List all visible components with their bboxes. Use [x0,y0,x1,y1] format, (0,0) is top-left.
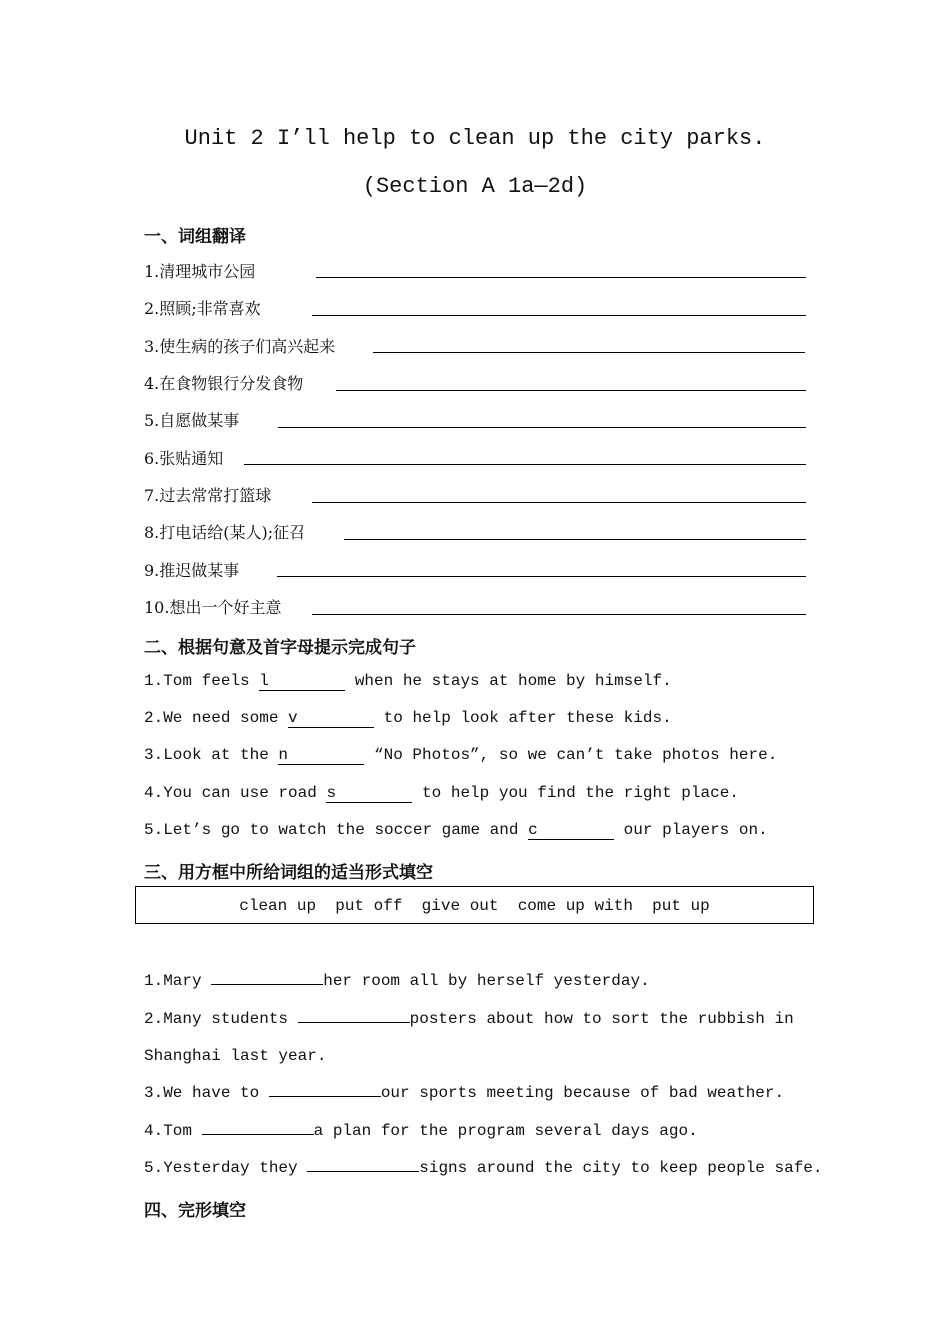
section1-heading: 一、词组翻译 [144,227,246,247]
answer-line[interactable] [344,539,806,540]
fill-item-continuation [144,1047,326,1065]
sentence-text: her room all by herself yesterday. [323,972,650,990]
phrase-item: 4.在食物银行分发食物 [144,374,304,393]
letter-blank[interactable] [288,710,374,728]
first-letter-hint: n [278,746,289,764]
sentence-item [144,784,739,803]
fill-item [144,972,650,990]
answer-line[interactable] [312,315,806,316]
letter-blank[interactable] [259,673,345,691]
sentence-text: 1.Tom feels [144,672,260,690]
first-letter-hint: c [528,821,538,839]
phrase-item: 1.清理城市公园 [144,262,256,281]
phrase-item: 2.照顾;非常喜欢 [144,299,261,318]
phrase-item: 5.自愿做某事 [144,411,240,430]
sentence-text: 4.You can use road [144,784,327,802]
phrase-item: 6.张贴通知 [144,449,224,468]
sentence-text: a plan for the program several days ago. [313,1122,698,1140]
first-letter-hint: l [259,672,269,690]
phrase-blank[interactable] [211,984,323,985]
section2-heading: 二、根据句意及首字母提示完成句子 [144,638,416,658]
answer-line[interactable] [277,576,806,577]
sentence-text: 2.Many students [144,1010,298,1028]
answer-line[interactable] [336,390,806,391]
phrase-blank[interactable] [307,1171,419,1172]
sentence-text: “No Photos”, so we can’t take photos here. [364,746,778,764]
sentence-text: our sports meeting because of bad weather. [380,1084,785,1102]
letter-blank[interactable] [326,785,412,803]
sentence-item [144,672,672,691]
sentence-text: 3.We have to [144,1084,269,1102]
sentence-text: to help you find the right place. [412,784,739,802]
sentence-text: 5.Let’s go to watch the soccer game and [144,821,529,839]
phrase-item: 8.打电话给(某人);征召 [144,523,306,542]
phrase-blank[interactable] [202,1134,314,1135]
answer-line[interactable] [278,427,806,428]
sentence-item [144,746,777,765]
sentence-item [144,709,672,728]
phrase-blank[interactable] [298,1022,410,1023]
phrase-item: 9.推迟做某事 [144,561,240,580]
sentence-text: 4.Tom [144,1122,202,1140]
letter-blank[interactable] [528,822,614,840]
word-box: clean up put off give out come up with put up [135,886,814,924]
page-subtitle: (Section A 1a—2d) [362,174,588,199]
phrase-item: 7.过去常常打篮球 [144,486,272,505]
fill-item [144,1159,823,1177]
phrase-item: 3.使生病的孩子们高兴起来 [144,337,336,356]
phrase-blank[interactable] [269,1096,381,1097]
sentence-text: signs around the city to keep people safe. [419,1159,823,1177]
phrase-item: 10.想出一个好主意 [144,598,282,617]
sentence-text: posters about how to sort the rubbish in [409,1010,794,1028]
first-letter-hint: s [326,784,337,802]
sentence-text: 5.Yesterday they [144,1159,308,1177]
answer-line[interactable] [312,614,806,615]
answer-line[interactable] [316,277,806,278]
first-letter-hint: v [288,709,298,727]
sentence-text: when he stays at home by himself. [345,672,672,690]
section4-heading: 四、完形填空 [144,1201,246,1221]
section3-heading: 三、用方框中所给词组的适当形式填空 [144,863,433,883]
sentence-text: to help look after these kids. [374,709,672,727]
sentence-text: 1.Mary [144,972,212,990]
fill-item [144,1122,698,1140]
fill-item [144,1084,784,1102]
sentence-text: Shanghai last year. [144,1047,327,1065]
answer-line[interactable] [312,502,806,503]
sentence-text: 2.We need some [144,709,289,727]
answer-line[interactable] [373,352,805,353]
sentence-item [144,821,768,840]
sentence-text: our players on. [614,821,768,839]
fill-item [144,1010,794,1028]
letter-blank[interactable] [278,747,364,765]
answer-line[interactable] [244,464,806,465]
page-title: Unit 2 I’ll help to clean up the city parks. [184,126,766,151]
sentence-text: 3.Look at the [144,746,279,764]
